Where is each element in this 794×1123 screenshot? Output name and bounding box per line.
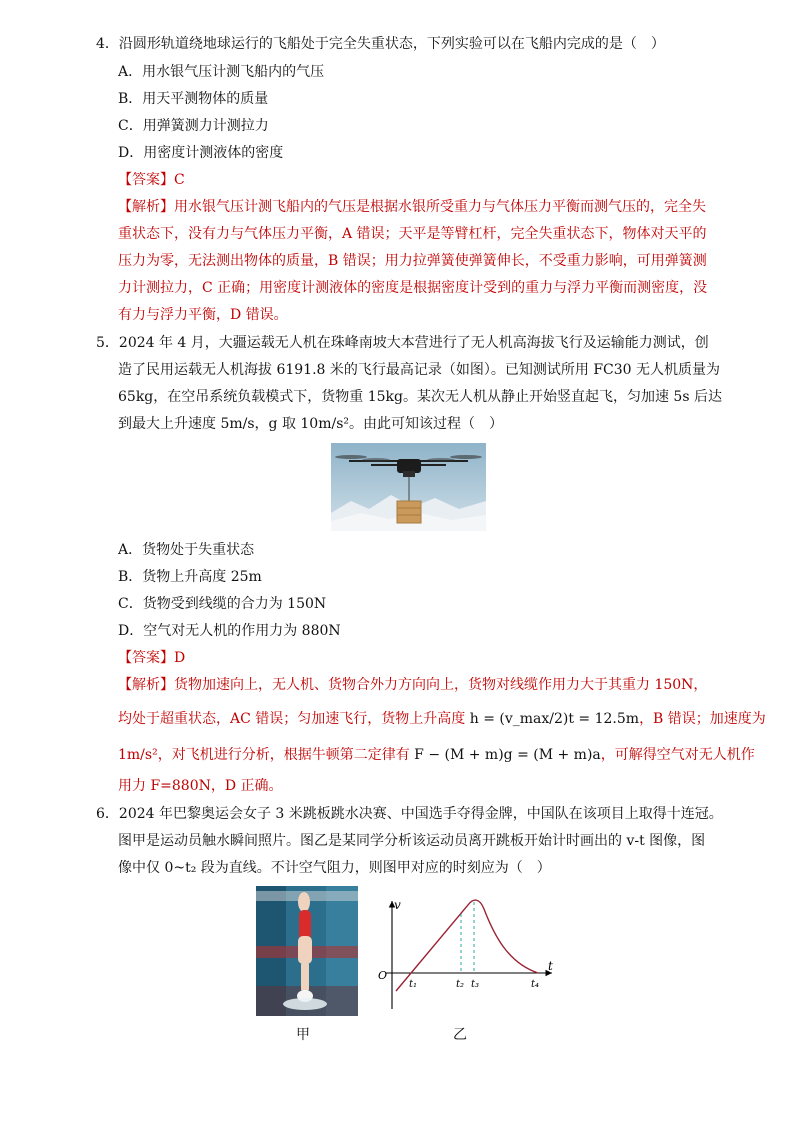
q4-analysis-line: 重状态下，没有力与气体压力平衡，A 错误；天平是等臂杠杆，完全失重状态下，物体对天平的	[118, 226, 707, 242]
q4-option-a: A．用水银气压计测飞船内的气压	[118, 64, 325, 80]
drone-photo	[331, 443, 486, 531]
q6-stem-line: 6．2024 年巴黎奥运会女子 3 米跳板跳水决赛、中国选手夺得金牌，中国队在该项目上取得十连冠。	[96, 806, 723, 822]
origin-label: O	[378, 969, 388, 982]
q4-analysis-line	[118, 197, 706, 217]
vt-graph	[368, 895, 558, 1013]
analysis-text: ，B 错误；加速度为	[639, 711, 766, 727]
q5-option-b: B．货物上升高度 25m	[118, 569, 262, 585]
newton-formula: F − (M + m)g = (M + m)a	[414, 747, 601, 763]
q5-stem-line: 65kg，在空吊系统负载模式下，货物重 15kg。某次无人机从静止开始竖直起飞，匀加速 5s 后达	[118, 389, 722, 405]
analysis-text: 用水银气压计测飞船内的气压是根据水银所受重力与气体压力平衡而测气压的，完全失	[174, 199, 706, 215]
t2-label: t₂	[456, 979, 465, 990]
answer-tag: 【答案】	[118, 172, 174, 188]
t1-label: t₁	[409, 979, 418, 990]
answer-value: D	[174, 650, 186, 666]
answer-tag: 【答案】	[118, 650, 174, 666]
t3-label: t₃	[471, 979, 480, 990]
caption-yi: 乙	[453, 1027, 467, 1043]
q4-option-c: C．用弹簧测力计测拉力	[118, 118, 269, 134]
q5-analysis-line: 用力 F=880N，D 正确。	[118, 778, 283, 794]
drone-illustration	[331, 443, 486, 531]
q5-analysis-line	[118, 675, 707, 695]
analysis-text: 均处于超重状态，AC 错误；匀加速飞行，货物上升高度	[118, 711, 470, 727]
q4-option-b: B．用天平测物体的质量	[118, 91, 269, 107]
q4-analysis-line: 压力为零，无法测出物体的质量，B 错误；用力拉弹簧使弹簧伸长，不受重力影响，可用弹簧测	[118, 253, 707, 269]
q4-option-d: D．用密度计测液体的密度	[118, 145, 284, 161]
analysis-text: 货物加速向上，无人机、货物合外力方向向上，货物对线缆作用力大于其重力 150N，	[174, 677, 708, 693]
q5-option-a: A．货物处于失重状态	[118, 542, 255, 558]
q4-analysis-line: 有力与浮力平衡，D 错误。	[118, 307, 288, 323]
q5-analysis-line	[118, 745, 755, 765]
q5-answer	[118, 648, 185, 668]
q4-analysis-line: 力计测拉力，C 正确；用密度计测液体的密度是根据密度计受到的重力与浮力平衡而测密度，没	[118, 280, 708, 296]
caption-jia: 甲	[296, 1027, 310, 1043]
t-axis-label: t	[548, 959, 553, 973]
vt-curve	[396, 900, 538, 991]
diver-illustration	[256, 886, 358, 1016]
q4-stem: 4．沿圆形轨道绕地球运行的飞船处于完全失重状态，下列实验可以在飞船内完成的是（ ）	[96, 36, 665, 52]
analysis-tag: 【解析】	[118, 199, 174, 215]
q4-answer	[118, 170, 185, 190]
answer-value: C	[174, 172, 185, 188]
v-axis-label: v	[394, 898, 401, 912]
diver-photo	[256, 886, 358, 1016]
height-formula: h = (v_max/2)t = 12.5m	[469, 711, 640, 727]
q6-stem-line: 图甲是运动员触水瞬间照片。图乙是某同学分析该运动员离开跳板开始计时画出的 v-t 图像，图	[118, 833, 706, 849]
vt-graph-svg	[368, 895, 558, 1013]
q5-stem-line: 到最大上升速度 5m/s，g 取 10m/s²。由此可知该过程（ ）	[118, 416, 503, 432]
t4-label: t₄	[531, 979, 540, 990]
analysis-text: ，可解得空气对无人机作	[600, 747, 755, 763]
q5-stem-line: 造了民用运载无人机海拔 6191.8 米的飞行最高记录（如图）。已知测试所用 FC30 无人机质量为	[118, 362, 721, 378]
q5-option-d: D．空气对无人机的作用力为 880N	[118, 623, 341, 639]
analysis-text: 1m/s²，对飞机进行分析，根据牛顿第二定律有	[118, 747, 415, 763]
q5-option-c: C．货物受到线缆的合力为 150N	[118, 596, 327, 612]
q5-stem-line: 5．2024 年 4 月，大疆运载无人机在珠峰南坡大本营进行了无人机高海拔飞行及运输能力测试，创	[96, 335, 709, 351]
q6-stem-line: 像中仅 0~t₂ 段为直线。不计空气阻力，则图甲对应的时刻应为（ ）	[118, 860, 551, 876]
q5-analysis-line	[118, 709, 766, 729]
analysis-tag: 【解析】	[118, 677, 174, 693]
